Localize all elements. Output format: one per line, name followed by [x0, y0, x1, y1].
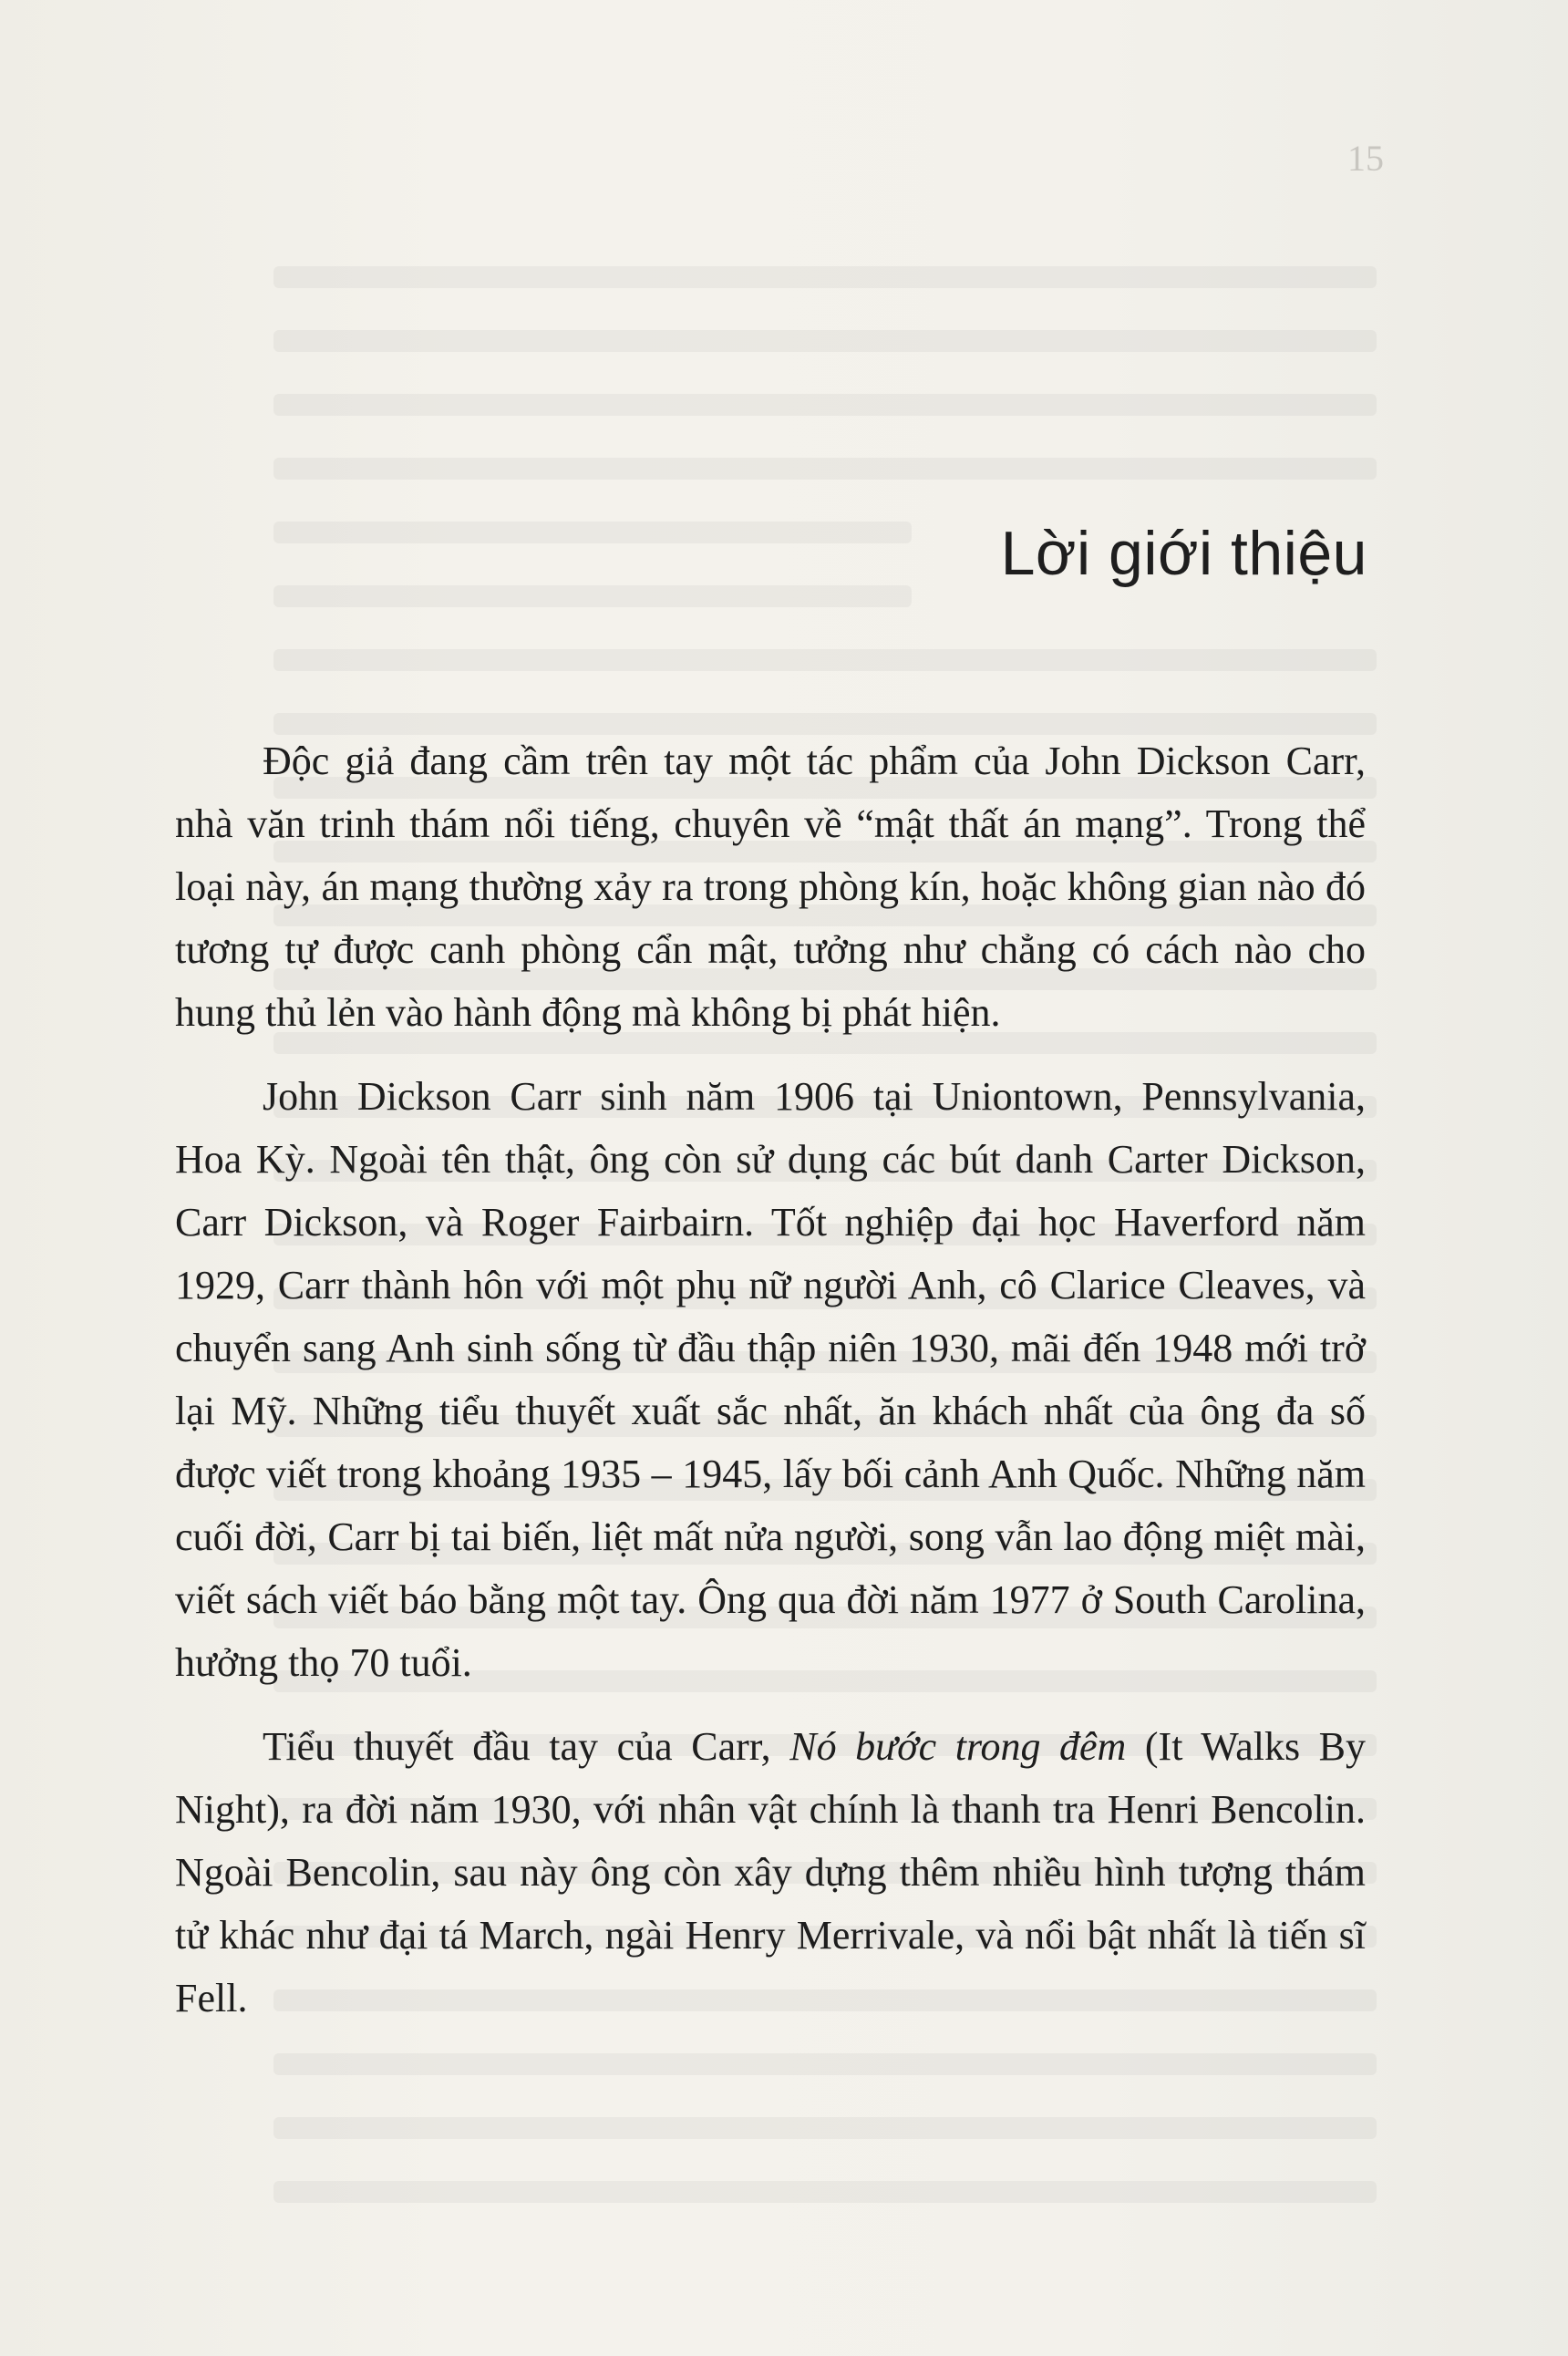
chapter-title: Lời giới thiệu [1000, 519, 1367, 588]
body-text [175, 729, 1366, 2051]
paragraph-2: John Dickson Carr sinh năm 1906 tại Uniontown, Pennsylvania, Hoa Kỳ. Ngoài tên thật, ông còn sử dụng các bút danh Carter Dickson, Carr Dickson, và Roger Fairbairn. Tốt nghiệp đại học Haverford năm 1929, Carr thành hôn với một phụ nữ người Anh, cô Clarice Cleaves, và chuyển sang Anh sinh sống từ đầu thập niên 1930, mãi đến 1948 mới trở lại Mỹ. Những tiểu thuyết xuất sắc nhất, ăn khách nhất của ông đa số được viết trong khoảng 1935 – 1945, lấy bối cảnh Anh Quốc. Những năm cuối đời, Carr bị tai biến, liệt mất nửa người, song vẫn lao động miệt mài, viết sách viết báo bằng một tay. Ông qua đời năm 1977 ở South Carolina, hưởng thọ 70 tuổi. [175, 1074, 1366, 1685]
paragraph-1: Độc giả đang cầm trên tay một tác phẩm của John Dickson Carr, nhà văn trinh thám nổi tiếng, chuyên về “mật thất án mạng”. Trong thể loại này, án mạng thường xảy ra trong phòng kín, hoặc không gian nào đó tương tự được canh phòng cẩn mật, tưởng như chẳng có cách nào cho hung thủ lẻn vào hành động mà không bị phát hiện. [175, 739, 1366, 1035]
paragraph-3 [175, 1715, 1366, 2030]
paragraph-3-rest: (It Walks By Night), ra đời năm 1930, với nhân vật chính là thanh tra Henri Bencolin. Ngoài Bencolin, sau này ông còn xây dựng thêm nhiều hình tượng thám tử khác như đại tá March, ngài Henry Merrivale, và nổi bật nhất là tiến sĩ Fell. [175, 1724, 1366, 2020]
paragraph-3-lead: Tiểu thuyết đầu tay của Carr, [263, 1724, 790, 1769]
page-number: 15 [1347, 138, 1384, 179]
book-title-italic: Nó bước trong đêm [789, 1724, 1127, 1769]
